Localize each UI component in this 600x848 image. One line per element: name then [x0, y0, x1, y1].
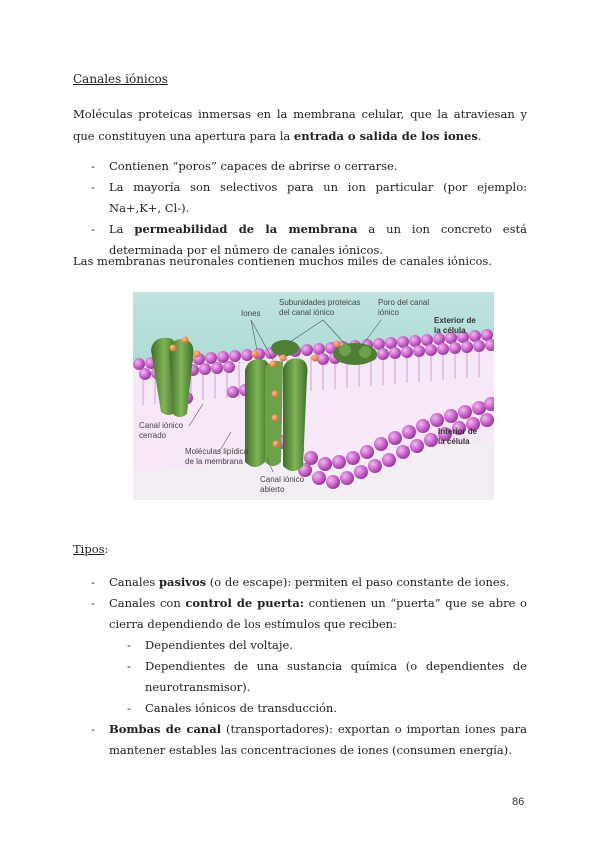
list-item-text: Contienen “poros” capaces de abrirse o cerrarse.: [109, 159, 398, 173]
sub-list-item: [109, 656, 527, 698]
label-exterior-1: Exterior de: [434, 316, 476, 325]
label-interior-2: la célula: [438, 437, 470, 446]
intro-bold: entrada o salida de los iones: [293, 129, 478, 143]
label-poro-1: Poro del canal: [378, 298, 430, 307]
sub-list-item-text: Dependientes del voltaje.: [145, 638, 293, 652]
list-item: [73, 593, 527, 719]
label-iones: Iones: [241, 309, 261, 318]
properties-list: [73, 156, 527, 261]
tipos-heading-colon: :: [104, 542, 109, 556]
label-subunidades-1: Subunidades proteicas: [279, 298, 361, 307]
label-abierto-2: abierto: [260, 485, 285, 494]
list-item-text: contienen un “puerta” que se abre o cierra dependiendo de los estímulos que reciben:: [109, 596, 527, 631]
list-item-text: Canales: [109, 575, 159, 589]
sub-list-item: [109, 698, 527, 719]
intro-text-2: .: [477, 129, 482, 143]
list-item-text: (transportadores): exportan o importan iones para mantener estables las concentraciones de iones (consumen energía).: [109, 722, 528, 757]
label-subunidades-2: del canal iónico: [279, 308, 335, 317]
label-cerrado-2: cerrado: [139, 431, 167, 440]
sub-list: [109, 635, 527, 719]
page-number: 86: [512, 796, 525, 808]
list-item-text: (o de escape): permiten el paso constante de iones.: [206, 575, 510, 589]
list-item-bold: pasivos: [158, 575, 207, 589]
section-heading: Canales iónicos: [73, 72, 168, 86]
sub-list-item-text: Canales iónicos de transducción.: [145, 701, 337, 715]
list-item-text: a un ion concreto está determinada por el número de canales iónicos.: [109, 222, 527, 257]
label-poro-2: iónico: [378, 308, 399, 317]
intro-paragraph: [73, 103, 527, 147]
label-cerrado-1: Canal iónico: [139, 421, 184, 430]
list-item-bold: permeabilidad de la membrana: [134, 222, 358, 236]
list-item-text: La: [109, 222, 135, 236]
tipos-heading-text: Tipos: [73, 542, 105, 556]
list-item: [73, 572, 527, 593]
sub-list-item: [109, 635, 527, 656]
open-channel: [245, 358, 308, 471]
neuron-membrane-text: Las membranas neuronales contienen muchos miles de canales iónicos.: [73, 254, 492, 268]
list-item: [73, 156, 527, 177]
list-item: [73, 177, 527, 219]
tipos-list: [73, 572, 527, 761]
list-item-text: La mayoría son selectivos para un ion particular (por ejemplo: Na+,K+, Cl-).: [109, 180, 527, 215]
list-item: [73, 719, 527, 761]
label-lipidica-2: de la membrana: [185, 457, 243, 466]
list-item-text: Canales con: [109, 596, 186, 610]
label-abierto-1: Canal iónico: [260, 475, 305, 484]
ion-channel-figure: [133, 292, 494, 500]
list-item-bold: Bombas de canal: [109, 722, 222, 736]
sub-list-item-text: Dependientes de una sustancia química (o dependientes de neurotransmisor).: [145, 659, 527, 694]
label-exterior-2: la célula: [434, 326, 466, 335]
intro-text-1: Moléculas proteicas inmersas en la membrana celular, que la atraviesan y que constituyen una apertura para la: [73, 107, 527, 143]
label-lipidica-1: Moléculas lipídica: [185, 447, 249, 456]
tipos-heading: [73, 542, 108, 556]
label-interior-1: Interior de: [438, 427, 478, 436]
list-item-bold: control de puerta:: [185, 596, 305, 610]
